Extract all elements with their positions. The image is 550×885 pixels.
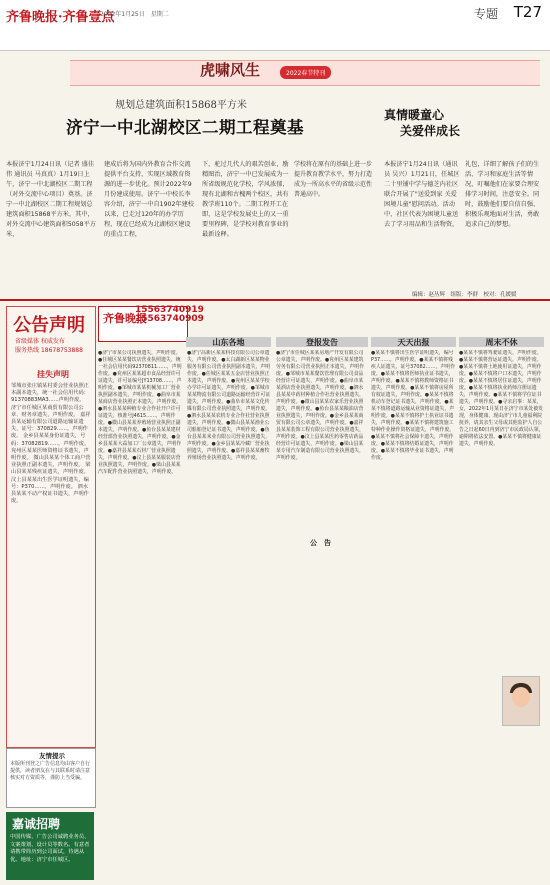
section-label: 专题: [473, 7, 498, 21]
classifieds-subtitle: [15, 337, 83, 355]
hotline-number: 18678753888: [40, 347, 83, 354]
lost-notice-text: 邹城市张庄镇某村委会营业执照正本副本遗失，统一社会信用代码：91370883MA3......声明作废。 济宁市任城区某商贸有限公司公章、财务章遗失，声明作废。 嘉祥县某运输有限公司道路运输证遗失，证号：370829……，声明作废。 金乡县某某身份证遗失，号码：37082819……，声明作废。 兖州区某某医师资格证书遗失，声明作废。 微山县某某个体工商户营业执照正副本遗失，声明作废。 梁山县某某残疾证遗失，声明作废。 汶上县某某出生医学证明遗失，编号：P370……，声明作废。 泗水县某某不动产权证书遗失，声明作废。: [11, 383, 91, 505]
article-headline: 济宁一中北湖校区二期工程奠基: [66, 118, 304, 137]
phone-2: 15563740909: [135, 314, 204, 324]
editor-credits: 编辑：赵丛辉 组版：李群 校对：孔媛媛: [412, 292, 517, 298]
right-article-headline-2: 关爱伴成长: [400, 124, 461, 138]
lost-notice-header: 挂失声明: [37, 370, 69, 379]
right-article-column: 本报济宁1月24日讯（通讯员 吴兴）1月21日，任城区二十里铺中学与德芝内社区联合开展了"送爱到家 关爱困境儿童"慰问活动。活动中，社区代表为困境儿童送去了学习用品和生活物资，: [384, 161, 460, 228]
page-header: [0, 0, 550, 51]
recruit-text: 中国传媒、广告公司诚聘业务员、文案策划、设计员等数名。有意者请携带简历到公司面试，待遇从优。地址：济宁市任城区。: [10, 834, 90, 863]
announcement-header: 公 告: [310, 539, 331, 547]
issue-date: 2022年1月25日 星期二: [100, 11, 169, 18]
article-column: 学校将在原有的基础上进一步提升教育教学水平，努力打造成为一所高水平的省级示范性普通高中。: [294, 161, 373, 198]
classifieds-title: 公告声明: [13, 315, 85, 336]
classified-column: ●济宁市某公司执照遗失，声明作废。●任城区某某餐饮店营业执照遗失，统一社会信用代码92370811……，声明作废。●兖州区某某超市食品经营许可证遗失，许可证编号JY13708……，声明作废。●邹城市某某机械加工厂营业执照副本遗失，声明作废。●曲阜市某某商店营业执照正本遗失，声明作废。●泗水县某某种植专业合作社开户许可证遗失，核准号J4615……，声明作废。●微山县某某养殖场营业执照正副本遗失，声明作废。●鱼台县某某建材经营部营业执照遗失，声明作废。●金乡县某某大蒜加工厂公章遗失，声明作废。●嘉祥县某某石材厂营业执照遗失，声明作废。●汶上县某某服装店营业执照遗失，声明作废。●梁山县某某汽车配件营业执照遗失，声明作废。: [98, 350, 182, 475]
banner-slogan: 虎啸风生: [200, 61, 261, 79]
classified-column: ●某某不慎将驾驶证遗失，声明作废。●某某不慎将营运证遗失，声明作废。●某某不慎将土地使用证遗失，声明作废。●某某不慎将户口本遗失，声明作废。●某某不慎将居住证遗失，声明作废。●某某不慎将执业药师注册证遗失，声明作废。●某某不慎将学位证书遗失，声明作废。●寻亲启事：某某，女，2022年1月某日在济宁市某处被发现，身体健康，现由济宁市儿童福利院抚养，请其亲生父母或其他监护人自公告之日起60日内到济宁市民政局认领，逾期将依法安置。●某某不慎将健康证遗失，声明作废。: [459, 350, 544, 447]
article-column: 建成后将为国内外教育合作交流提供平台支持，实现区域教育资源的进一步优化。预计2022年9月份建成使用。济宁一中校长李容介绍，济宁一中自1902年建校以来，已走过120年的办学历程，现在已经成为北湖校区建设的重点工程，: [104, 161, 194, 238]
masthead: 齐鲁晚报·齐鲁壹点: [6, 10, 115, 25]
hotline-label: 服务热线: [15, 347, 40, 354]
right-article-column: 礼包，详细了解孩子们的生活、学习和家庭生活等情况，叮嘱他们在家要合理安排学习时间，注意安全。同时，鼓励他们要自信自强、积极乐观地面对生活，勇敢追求自己的梦想。: [465, 161, 540, 228]
photo-face: [512, 687, 530, 707]
festival-banner: [70, 60, 540, 86]
reminder-box: [6, 748, 96, 808]
banner-pill: 2022春节特刊: [280, 66, 331, 79]
recruit-title: 嘉诚招聘: [12, 817, 61, 831]
article-column: 本报济宁1月24日讯（记者 盛佳伟 通讯员 马真真）1月19日上午，济宁一中北湖校区二期工程（对外交流中心项目）奠基。济宁一中北湖校区二期工程规划总建筑面积15868平方米，其中，对外交流中心建筑面积5058平方米，: [6, 161, 96, 238]
right-article-headline-1: 真情暖童心: [384, 108, 445, 122]
reminder-title: 友情提示: [39, 752, 65, 760]
paper-name: 齐鲁晚报: [103, 312, 147, 325]
classified-column: ●济宁市任城区某某房地产开发有限公司公章遗失，声明作废。●兖州区某某建筑劳务有限公司营业执照正本遗失，声明作废。●邹城市某某餐饮管理有限公司食品经营许可证遗失，声明作废。●曲阜市某某酒店营业执照遗失，声明作废。●泗水县某某中药材种植合作社营业执照遗失，声明作废。●微山县某某农家乐营业执照遗失，声明作废。●鱼台县某某粮油店营业执照遗失，声明作废。●金乡县某某商贸有限公司公章遗失，声明作废。●嘉祥县某某装饰工程有限公司营业执照遗失，声明作废。●汶上县某某医药零售店药品经营许可证遗失，声明作废。●梁山县某某专用汽车制造有限公司营业执照遗失，声明作废。: [276, 350, 365, 461]
classified-column: ●某某不慎将出生医学证明遗失，编号P37……，声明作废。●某某不慎将残疾人证遗失，证号37082……，声明作废。●某某不慎将医师执业证书遗失，声明作废。●某某不慎将教师资格证书遗失，声明作废。●某某不慎将房屋所有权证遗失，声明作废。●某某不慎将机动车登记证书遗失，声明作废。●某某不慎将道路运输从业资格证遗失，声明作废。●某某不慎将护士执业证书遗失，声明作废。●某某不慎将建筑施工特种作业操作资格证遗失，声明作废。●某某不慎将社会保障卡遗失，声明作废。●某某不慎将结婚证遗失，声明作废。●某某不慎将毕业证书遗失，声明作废。: [371, 350, 456, 461]
recruit-ad: [6, 812, 94, 880]
reminder-text: 本版所刊登之广告信息均由客户自行提供，读者朋友在与其联系时请注意核实对方资质等，谨防上当受骗。: [10, 761, 91, 781]
section-tab: 山东各地: [186, 337, 271, 347]
page-number: T27: [513, 3, 542, 21]
classifieds-block: [6, 306, 96, 748]
article-kicker: 规划总建筑面积15868平方米: [115, 100, 247, 111]
classifieds-tagline: 省级媒体 权威发布: [15, 338, 65, 345]
section-tab: 周末不休: [459, 337, 544, 347]
classified-column: ●济宁高新区某某科技有限公司公章遗失，声明作废。●太白湖新区某某物业服务有限公司营业执照副本遗失，声明作废。●任城区某某五金店营业执照正本遗失，声明作废。●兖州区某某学校办学许可证遗失，声明作废。●邹城市某某物流有限公司道路运输经营许可证遗失，声明作废。●曲阜市某某文化传媒有限公司营业执照遗失，声明作废。●泗水县某某农机专业合作社营业执照遗失，声明作废。●微山县某某渔业公司船舶登记证书遗失，声明作废。●鱼台县某某米业有限公司营业执照遗失，声明作废。●金乡县某某冷藏厂营业执照遗失，声明作废。●嘉祥县某某畜牧养殖场营业执照遗失，声明作废。: [187, 350, 271, 461]
contact-phones: [135, 306, 204, 324]
section-tab: 登报发告: [276, 337, 368, 347]
section-divider: [0, 299, 550, 301]
phone-1: 15563740919: [135, 305, 204, 315]
article-column: 下，驼过几代人的艰苦创业，励精图治，济宁一中已发展成为一所省级规范化学校，学风浓郁，现有北湖和古槐两个校区，共有教学班110个。二期工程开工在即，这是学校发展史上的又一重要里程碑，是学校对教育事业的最新诠释。: [202, 161, 289, 238]
child-photo: [502, 676, 540, 726]
section-tab: 天天出报: [371, 337, 456, 347]
